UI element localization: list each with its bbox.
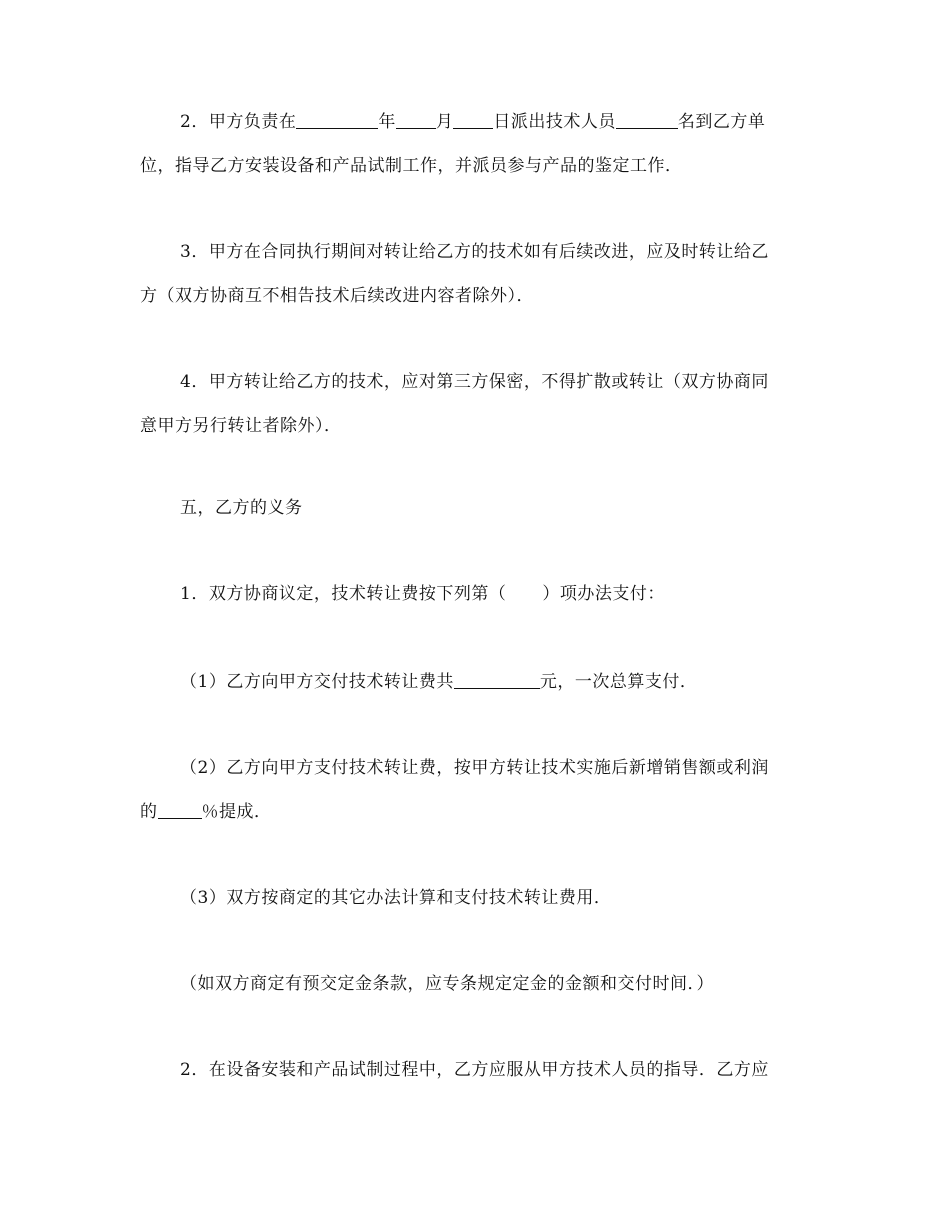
clause-2-line-1 — [180, 110, 820, 134]
deposit-note: （如双方商定有预交定金条款，应专条规定定金的金额和交付时间．） — [180, 974, 714, 994]
year-blank — [296, 110, 378, 129]
percentage-blank — [158, 800, 202, 819]
clause-4-line-1: 4．甲方转让给乙方的技术，应对第三方保密，不得扩散或转让（双方协商同 — [180, 372, 769, 392]
clause-2-line-2: 位，指导乙方安装设备和产品试制工作，并派员参与产品的鉴定工作． — [140, 156, 683, 176]
clause-text: ％提成． — [201, 802, 272, 822]
payment-option-3: （3）双方按商定的其它办法计算和支付技术转让费用． — [180, 888, 612, 908]
payment-clause-1 — [180, 582, 820, 606]
clause-2-installation: 2．在设备安装和产品试制过程中，乙方应服从甲方技术人员的指导．乙方应 — [180, 1060, 769, 1080]
staff-count-blank — [616, 110, 678, 129]
clause-text: 的 — [140, 802, 158, 822]
clause-text: （1）乙方向甲方交付技术转让费共 — [180, 672, 454, 692]
clause-text: 名到乙方单 — [677, 112, 766, 132]
clause-text: 元，一次总算支付． — [539, 672, 698, 692]
payment-option-1 — [180, 670, 820, 694]
section-heading-5: 五，乙方的义务 — [180, 498, 303, 518]
clause-text: 日派出技术人员 — [493, 112, 616, 132]
clause-text: 1．双方协商议定，技术转让费按下列第（ — [180, 584, 507, 604]
clause-text: 年 — [378, 112, 396, 132]
clause-4-line-2: 意甲方另行转让者除外）． — [140, 416, 342, 436]
clause-3-line-1: 3．甲方在合同执行期间对转让给乙方的技术如有后续改进，应及时转让给乙 — [180, 242, 769, 262]
payment-option-2-line-2 — [140, 800, 820, 824]
clause-text: 月 — [435, 112, 454, 132]
day-blank — [453, 110, 493, 129]
fee-amount-blank — [454, 670, 540, 689]
clause-text: 2．甲方负责在 — [180, 112, 297, 132]
clause-text: ）项办法支付： — [542, 584, 665, 604]
payment-option-2-line-1: （2）乙方向甲方支付技术转让费，按甲方转让技术实施后新增销售额或利润 — [180, 758, 769, 778]
clause-3-line-2: 方（双方协商互不相告技术后续改进内容者除外）． — [140, 286, 534, 306]
month-blank — [396, 110, 436, 129]
